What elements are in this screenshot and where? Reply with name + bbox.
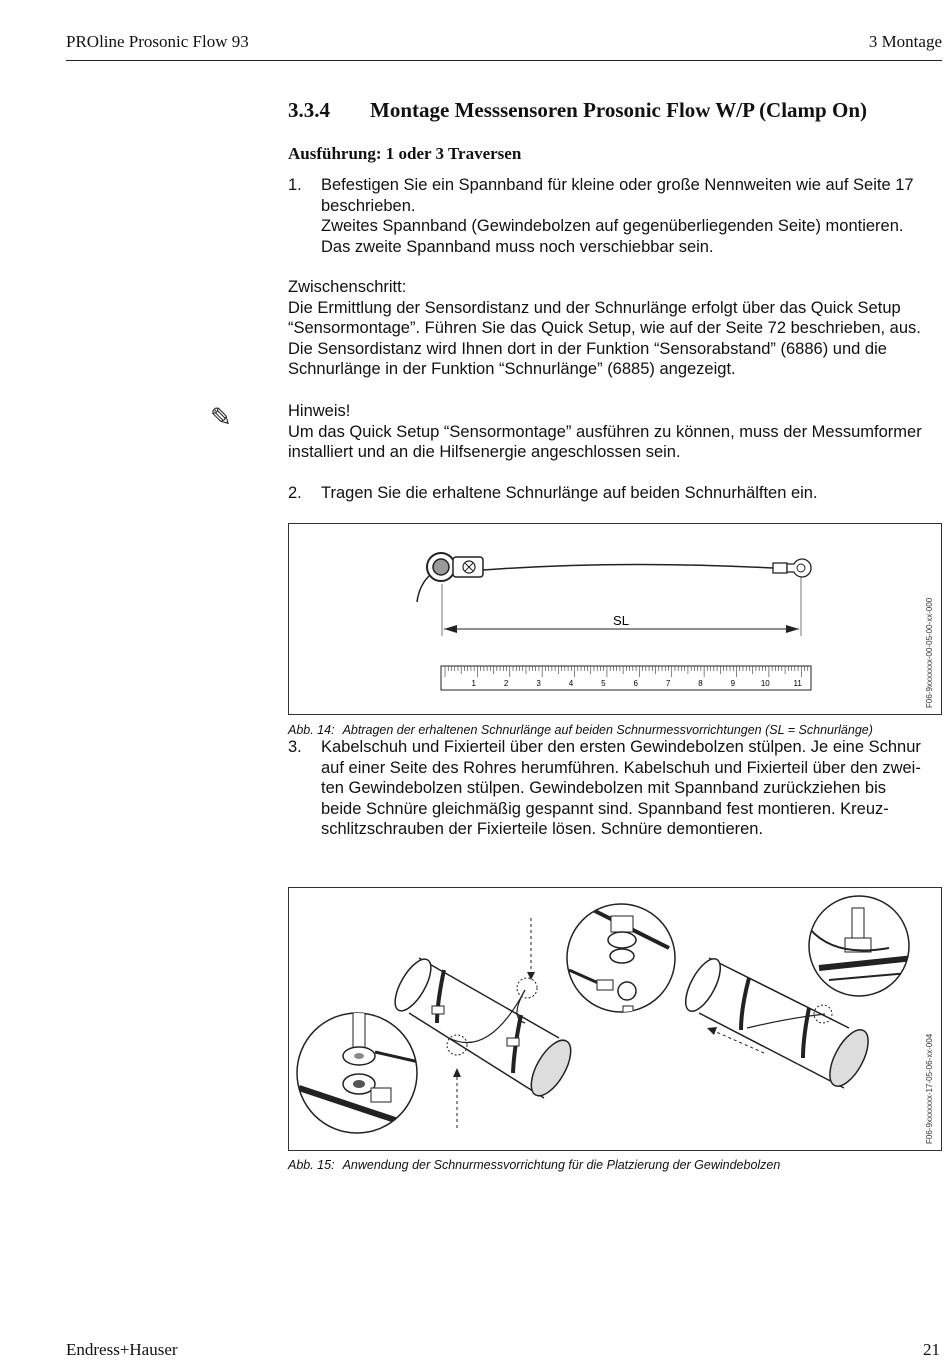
- step-1-line: Befestigen Sie ein Spannband für kleine oder große Nennweiten wie auf Seite 17: [321, 176, 914, 194]
- step-2-number: 2.: [288, 484, 302, 502]
- note: [288, 401, 944, 463]
- figure-14-caption-text: Abtragen der erhaltenen Schnurlänge auf beiden Schnurmessvorrichtungen (SL = Schnurlänge): [342, 723, 873, 737]
- page-number: 21: [923, 1340, 940, 1359]
- ruler-number: 3: [536, 679, 541, 688]
- header-chapter: 3 Montage: [868, 32, 942, 51]
- figure-15-caption-text: Anwendung der Schnurmessvorrichtung für die Platzierung der Gewindebolzen: [342, 1158, 781, 1172]
- intermediate-line: Schnurlänge in der Funktion “Schnurlänge” (6885) angezeigt.: [288, 360, 736, 378]
- step-1-line: beschrieben.: [321, 196, 416, 215]
- section-heading: [288, 98, 867, 123]
- step-3-number: 3.: [288, 738, 302, 756]
- figure-14-code: F06-9xxxxxxx-00-05-00-xx-000: [925, 597, 934, 708]
- step-3-line: beide Schnüre gleichmäßig gespannt sind. Spannband fest montieren. Kreuz-: [321, 799, 889, 818]
- header-title: PROline Prosonic Flow 93: [66, 32, 249, 51]
- ruler: [441, 666, 811, 690]
- ruler-number: 4: [568, 679, 574, 688]
- left-cable-lug: [427, 553, 483, 581]
- note-line: installiert und an die Hilfsenergie angeschlossen sein.: [288, 443, 681, 461]
- step-3-line: schlitzschrauben der Fixierteile lösen. Schnüre demontieren.: [321, 820, 764, 838]
- figure-14-caption-label: Abb. 14:: [288, 723, 335, 737]
- intermediate-line: Die Ermittlung der Sensordistanz und der Schnurlänge erfolgt über das Quick Setup: [288, 298, 901, 317]
- figure-15-caption: [288, 1158, 780, 1172]
- section-title: Montage Messsensoren Prosonic Flow W/P (Clamp On): [370, 98, 867, 122]
- header-rule: [66, 60, 942, 61]
- note-line: Um das Quick Setup “Sensormontage” ausführen zu können, muss der Messumformer: [288, 422, 922, 441]
- figure-15-caption-label: Abb. 15:: [288, 1158, 335, 1172]
- intermediate-line: “Sensormontage”. Führen Sie das Quick Setup, wie auf der Seite 72 beschrieben, aus.: [288, 319, 921, 337]
- figure-15-code: F06-9xxxxxxx-17-05-06-xx-004: [925, 1033, 934, 1144]
- figure-15: [288, 887, 942, 1151]
- step-1-line: Das zweite Spannband muss noch verschiebbar sein.: [321, 237, 714, 256]
- step-2: [288, 483, 944, 504]
- step-3-line: auf einer Seite des Rohres herumführen. Kabelschuh und Fixierteil über den zwei-: [321, 758, 921, 777]
- detail-circle-left: [297, 1008, 419, 1133]
- step-3-line: ten Gewindebolzen stülpen. Gewindebolzen mit Spannband zurückziehen bis: [321, 779, 887, 797]
- step-1-number: 1.: [288, 176, 302, 194]
- ruler-number: 6: [633, 679, 638, 688]
- step-3-line: Kabelschuh und Fixierteil über den ersten Gewindebolzen stülpen. Je eine Schnur: [321, 738, 921, 756]
- figure-14-caption: [288, 723, 873, 737]
- figure-14: [288, 523, 942, 715]
- detail-circle-right: [809, 896, 914, 996]
- cord: [483, 564, 773, 570]
- ruler-number: 5: [601, 679, 606, 688]
- ruler-number: 2: [503, 679, 509, 688]
- detail-circle-middle: [567, 904, 675, 1036]
- figure-14-drawing: [289, 524, 941, 714]
- right-cable-lug: [773, 559, 811, 577]
- step-1: [288, 175, 944, 257]
- ruler-number: 1: [471, 679, 476, 688]
- step-2-text: Tragen Sie die erhaltene Schnurlänge auf beiden Schnurhälften ein.: [321, 484, 818, 502]
- step-1-line: Zweites Spannband (Gewindebolzen auf gegenüberliegenden Seite) montieren.: [321, 217, 904, 235]
- section-number: 3.3.4: [288, 98, 330, 122]
- intermediate-step: [288, 277, 944, 380]
- footer-brand: Endress+Hauser: [66, 1340, 178, 1359]
- ruler-number: 11: [793, 679, 802, 688]
- figure-15-drawing: [289, 888, 941, 1150]
- subheading: Ausführung: 1 oder 3 Traversen: [288, 144, 522, 163]
- ruler-number: 10: [760, 679, 770, 688]
- sl-label: SL: [613, 613, 629, 628]
- ruler-number: 8: [698, 679, 703, 688]
- step-3: [288, 737, 944, 840]
- ruler-number: 7: [665, 679, 671, 688]
- ruler-number: 9: [730, 679, 736, 688]
- pencil-icon: ✎: [210, 402, 232, 432]
- intermediate-line: Zwischenschritt:: [288, 278, 407, 296]
- intermediate-line: Die Sensordistanz wird Ihnen dort in der Funktion “Sensorabstand” (6886) und die: [288, 339, 887, 358]
- note-line: Hinweis!: [288, 402, 351, 420]
